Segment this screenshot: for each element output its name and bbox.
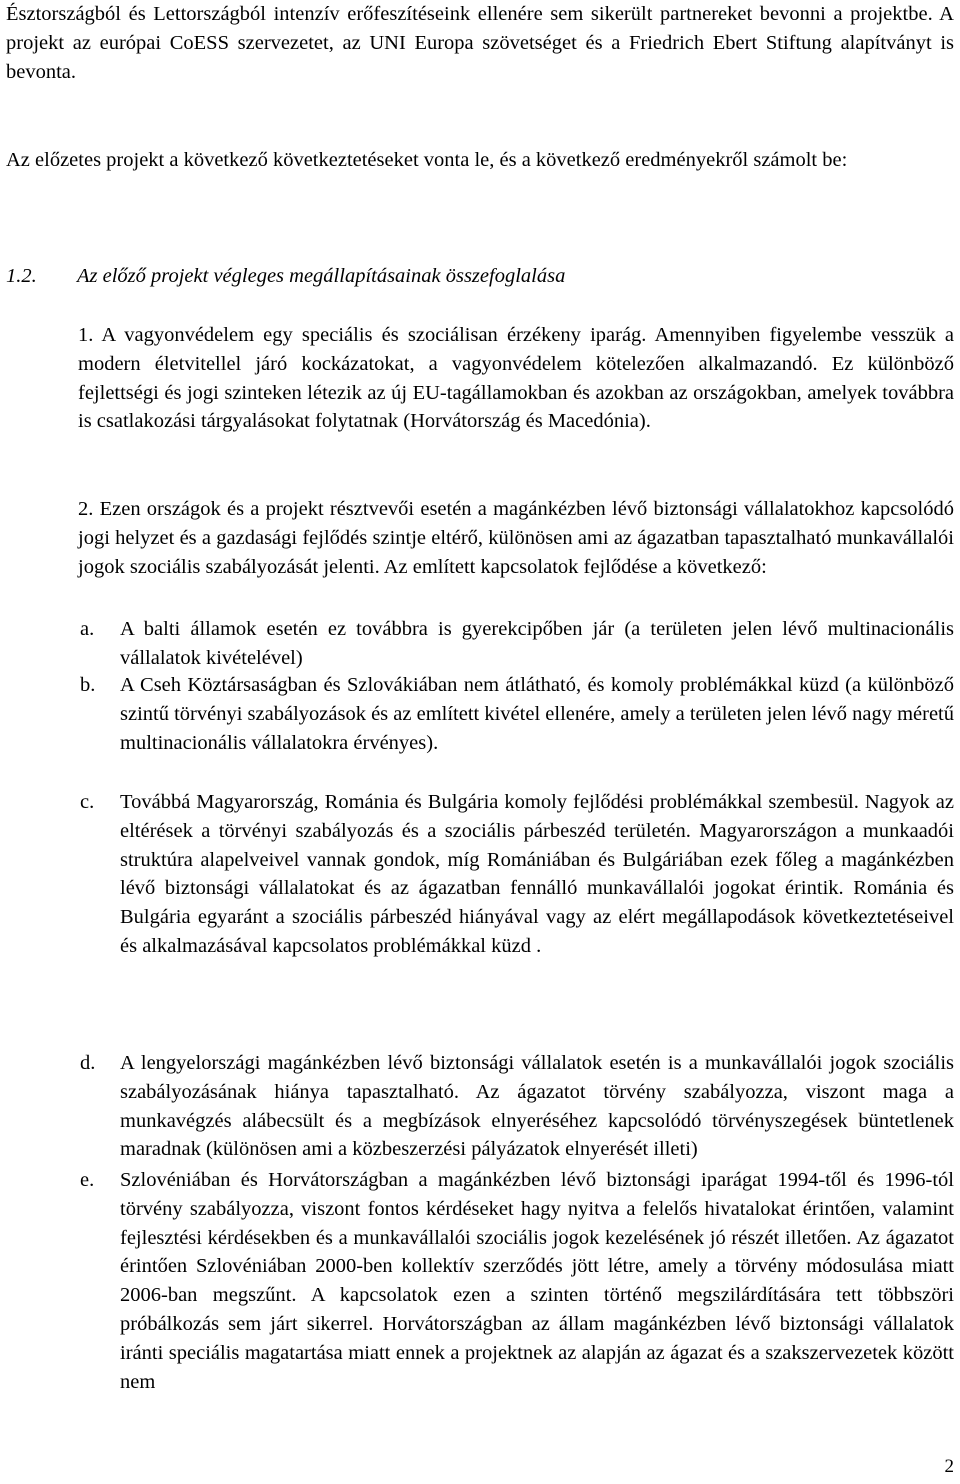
section-number: 1.2.: [6, 265, 37, 287]
sub-list-item: [80, 1166, 954, 1396]
sub-list-item-label: a.: [80, 618, 95, 640]
page-number: 2: [944, 1456, 954, 1477]
sub-list-item-text: Szlovéniában és Horvátországban a magánkézben lévő biztonsági iparágat 1994-től és 1996-tól törvény szabályozza, viszont fontos kérdéseket hagy nyitva a felelős hivatalokat érintően, valamint fejlesztési kérdésekben és a munkavállalói szociális jogok kezelésének jó részét illetően. Az ágazatot érintően Szlovéniában 2000-ben kollektív szerződés jött létre, amely a törvény módosulása miatt 2006-ban megszűnt. A kapcsolatok ezen a szinten történő megszilárdítására tett többszöri próbálkozás sem járt sikerrel. Horvátországban az állam magánkézben lévő biztonsági vállalatok iránti speciális magatartása miatt ennek a projektnek az alapján az ágazat és a szakszervezetek között nem: [120, 1169, 954, 1393]
sub-list-item-label: d.: [80, 1052, 96, 1074]
list-item-text: A vagyonvédelem egy speciális és szociálisan érzékeny iparág. Amennyiben figyelembe vesszük a modern életvitellel járó kockázatokat, a vagyonvédelem kötelezően alkalmazandó. Ez különböző fejlettségi és jogi szinteken létezik az új EU-tagállamokban és azokban az országokban, amelyek továbbra is csatlakozási tárgyalásokat folytatnak (Horvátország és Macedónia).: [78, 324, 954, 433]
sub-list-item: [80, 1049, 954, 1164]
section-heading: [6, 262, 954, 291]
list-item-number: 1.: [78, 324, 94, 346]
sub-list-item: [80, 671, 954, 757]
sub-list-item: [80, 615, 954, 673]
sub-list-item-text: A Cseh Köztársaságban és Szlovákiában nem átlátható, és komoly problémákkal küzd (a különböző szintű törvényi szabályozások és az említett kivétel ellenére, amely a területen jelen lévő nagy méretű multinacionális vállalatokra érvényes).: [120, 674, 954, 754]
sub-list-item-label: c.: [80, 791, 95, 813]
sub-list-item-text: A balti államok esetén ez továbbra is gyerekcipőben jár (a területen jelen lévő multinacionális vállalatok kivételével): [120, 618, 954, 669]
list-item-text: Ezen országok és a projekt résztvevői esetén a magánkézben lévő biztonsági vállalatokhoz kapcsolódó jogi helyzet és a gazdasági fejlődés szintje eltérő, különösen ami az ágazatban tapasztalható munkavállalói jogok szociális szabályozását jelenti. Az említett kapcsolatok fejlődése a következő:: [78, 498, 954, 578]
list-item: [78, 321, 954, 436]
conclusions-paragraph: Az előzetes projekt a következő következtetéseket vonta le, és a következő eredményekről számolt be:: [6, 149, 848, 171]
list-item: [78, 495, 954, 581]
sub-list-item-text: A lengyelországi magánkézben lévő biztonsági vállalatok esetén is a munkavállalói jogok szociális szabályozásának hiánya tapasztalható. Az ágazatot törvény szabályozza, viszont maga a munkavégzés alábecsült és a megbízások elnyeréséhez kapcsolódó törvényszegések büntetlenek maradnak (különösen ami a közbeszerzési pályázatok elnyerését illeti): [120, 1052, 954, 1161]
intro-paragraph: Észtországból és Lettországból intenzív erőfeszítéseink ellenére sem sikerült partnereket bevonni a projektbe. A projekt az európai CoESS szervezetet, az UNI Europa szövetséget és a Friedrich Ebert Stiftung alapítványt is bevonta.: [6, 3, 954, 83]
section-title: Az előző projekt végleges megállapításainak összefoglalása: [77, 265, 566, 287]
sub-list-item-label: e.: [80, 1169, 95, 1191]
sub-list-item-text: Továbbá Magyarország, Románia és Bulgária komoly fejlődési problémákkal szembesül. Nagyok az eltérések a törvényi szabályozás és a szociális párbeszéd területén. Magyarországon a munkaadói struktúra alapelveivel vannak gondok, míg Romániában és Bulgáriában ezek főleg a magánkézben lévő biztonsági vállalatokat és az ágazatban fennálló munkavállalói jogokat érintik. Románia és Bulgária egyaránt a szociális párbeszéd hiányával vagy az elért megállapodások következtetéseivel és alkalmazásával kapcsolatos problémákkal küzd .: [120, 791, 954, 957]
list-item-number: 2.: [78, 498, 94, 520]
sub-list-item: [80, 788, 954, 961]
sub-list-item-label: b.: [80, 674, 96, 696]
